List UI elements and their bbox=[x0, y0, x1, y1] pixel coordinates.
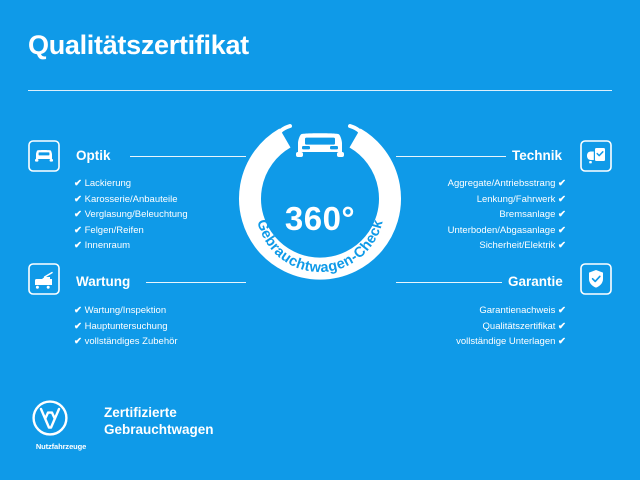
check-icon: ✔ bbox=[74, 240, 82, 251]
shield-check-icon bbox=[580, 263, 612, 295]
list-item: Garantienachweis ✔ bbox=[479, 305, 566, 316]
vw-logo-icon bbox=[30, 400, 92, 456]
list-item: Unterboden/Abgasanlage ✔ bbox=[447, 224, 566, 236]
section-heading-optik: Optik bbox=[76, 148, 111, 163]
list-item: Aggregate/Antriebsstrang ✔ bbox=[447, 178, 566, 189]
check-icon: ✔ bbox=[74, 305, 82, 316]
list-item: Lenkung/Fahrwerk ✔ bbox=[476, 193, 566, 205]
list-item: ✔ Lackierung bbox=[74, 178, 132, 189]
section-list-wartung bbox=[74, 303, 178, 350]
section-list-garantie bbox=[300, 303, 566, 350]
car-front-icon bbox=[28, 140, 60, 172]
check-icon: ✔ bbox=[74, 209, 82, 220]
vw-logo-subtitle: Nutzfahrzeuge bbox=[35, 442, 87, 451]
check-icon: ✔ bbox=[74, 336, 82, 347]
section-heading-wartung: Wartung bbox=[76, 274, 131, 289]
check-icon: ✔ bbox=[558, 224, 566, 236]
svg-text:Gebrauchtwagen-Check bbox=[253, 217, 386, 276]
clipboard-check-icon bbox=[580, 140, 612, 172]
section-list-optik bbox=[74, 176, 188, 254]
badge-ring-text: Gebrauchtwagen-Check bbox=[253, 217, 387, 277]
badge-360-gebrauchtwagen-check bbox=[228, 108, 412, 292]
check-icon: ✔ bbox=[74, 224, 82, 236]
list-item: Qualitätszertifikat ✔ bbox=[482, 320, 566, 332]
page-title: Qualitätszertifikat bbox=[28, 30, 249, 60]
check-icon: ✔ bbox=[558, 305, 566, 316]
title-divider bbox=[28, 90, 612, 91]
check-icon: ✔ bbox=[74, 193, 82, 205]
oil-can-icon bbox=[28, 263, 60, 295]
list-item: ✔ Verglasung/Beleuchtung bbox=[74, 209, 188, 220]
check-icon: ✔ bbox=[74, 320, 82, 332]
list-item: ✔ Wartung/Inspektion bbox=[74, 305, 167, 316]
check-icon: ✔ bbox=[558, 240, 566, 251]
badge-360-value: 360° bbox=[284, 200, 356, 237]
list-item: ✔ Karosserie/Anbauteile bbox=[74, 193, 178, 205]
list-item: ✔ vollständiges Zubehör bbox=[74, 336, 178, 347]
section-heading-technik: Technik bbox=[512, 148, 563, 163]
footer-text bbox=[104, 404, 214, 438]
check-icon: ✔ bbox=[558, 193, 566, 205]
check-icon: ✔ bbox=[558, 320, 566, 332]
footer-line-1: Zertifizierte bbox=[104, 405, 177, 420]
list-item: ✔ Felgen/Reifen bbox=[74, 224, 144, 236]
footer-line-2: Gebrauchtwagen bbox=[104, 422, 214, 437]
list-item: ✔ Innenraum bbox=[74, 240, 131, 251]
list-item: ✔ Hauptuntersuchung bbox=[74, 320, 168, 332]
list-item: Sicherheit/Elektrik ✔ bbox=[479, 240, 566, 251]
check-icon: ✔ bbox=[558, 178, 566, 189]
list-item: Bremsanlage ✔ bbox=[499, 209, 566, 220]
check-icon: ✔ bbox=[558, 209, 566, 220]
list-item: vollständige Unterlagen ✔ bbox=[456, 336, 566, 347]
section-divider-technik bbox=[396, 156, 506, 157]
section-heading-garantie: Garantie bbox=[508, 274, 563, 289]
check-icon: ✔ bbox=[558, 336, 566, 347]
check-icon: ✔ bbox=[74, 178, 82, 189]
